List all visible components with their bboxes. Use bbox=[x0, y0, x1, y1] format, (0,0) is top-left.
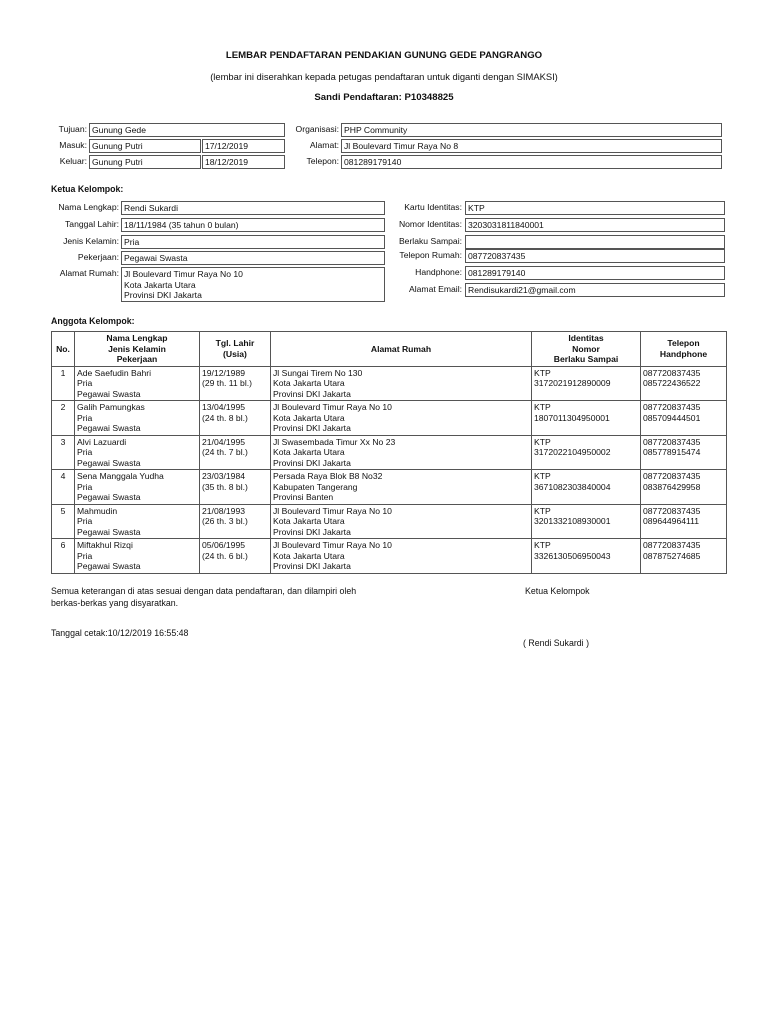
row-alamat-line: Kota Jakarta Utara bbox=[273, 550, 345, 561]
header-identitas-line: Identitas bbox=[568, 333, 604, 343]
row-lahir bbox=[200, 539, 271, 574]
row-no-line: 4 bbox=[60, 471, 66, 481]
row-alamat-line: Jl Boulevard Timur Raya No 10 bbox=[273, 402, 392, 412]
row-identitas-line: 1807011304950001 bbox=[534, 412, 610, 423]
keluar-date-field: 18/12/2019 bbox=[202, 155, 285, 169]
header-nama-line: Pekerjaan bbox=[116, 354, 158, 364]
row-no bbox=[52, 366, 75, 401]
leader-berlaku-field bbox=[465, 235, 725, 249]
row-lahir bbox=[200, 470, 271, 505]
alamat-field: Jl Boulevard Timur Raya No 8 bbox=[341, 139, 722, 153]
leader-nomor-label: Nomor Identitas: bbox=[398, 219, 462, 229]
row-nama-line: Sena Manggala Yudha bbox=[77, 471, 164, 481]
row-nama-line: Pria bbox=[77, 481, 93, 492]
row-no bbox=[52, 539, 75, 574]
header-telepon-line: Handphone bbox=[659, 348, 708, 359]
row-alamat-line: Provinsi DKI Jakarta bbox=[273, 526, 351, 537]
row-no bbox=[52, 401, 75, 436]
row-alamat-line: Kota Jakarta Utara bbox=[273, 378, 345, 388]
row-identitas bbox=[532, 401, 641, 436]
row-nama bbox=[75, 470, 200, 505]
row-nama-line: Pegawai Swasta bbox=[77, 423, 141, 433]
leader-jk-field: Pria bbox=[121, 235, 385, 249]
row-telepon-line: 085709444501 bbox=[643, 412, 701, 423]
masuk-label: Masuk: bbox=[59, 140, 87, 150]
row-identitas bbox=[532, 539, 641, 574]
keluar-gate-field: Gunung Putri bbox=[89, 155, 201, 169]
leader-telp-rumah-field: 087720837435 bbox=[465, 249, 725, 263]
header-identitas-line: Nomor bbox=[572, 343, 600, 354]
table-row bbox=[52, 435, 727, 470]
leader-alamat-label: Alamat Rumah: bbox=[59, 268, 119, 278]
row-alamat-line: Kota Jakarta Utara bbox=[273, 412, 345, 423]
row-nama-line: Pria bbox=[77, 516, 93, 526]
row-nama-line: Pegawai Swasta bbox=[77, 526, 141, 537]
row-identitas-line: 3172022104950002 bbox=[534, 447, 611, 457]
header-lahir-line: (Usia) bbox=[223, 348, 247, 359]
row-lahir-line: 21/08/1993 bbox=[202, 505, 246, 516]
row-alamat-line: Persada Raya Blok B8 No32 bbox=[273, 471, 383, 481]
row-alamat-line: Kabupaten Tangerang bbox=[273, 481, 358, 492]
row-nama bbox=[75, 504, 200, 539]
row-alamat bbox=[271, 539, 532, 574]
telepon-label: Telepon: bbox=[306, 156, 339, 166]
row-nama-line: Pegawai Swasta bbox=[77, 388, 141, 399]
statement-line-1: Semua keterangan di atas sesuai dengan data pendaftaran, dan dilampiri oleh bbox=[51, 586, 357, 596]
leader-hp-label: Handphone: bbox=[415, 267, 462, 277]
leader-berlaku-label: Berlaku Sampai: bbox=[398, 236, 462, 246]
row-nama-line: Pria bbox=[77, 412, 93, 423]
masuk-date-field: 17/12/2019 bbox=[202, 139, 285, 153]
row-lahir bbox=[200, 435, 271, 470]
row-lahir-line: (24 th. 6 bl.) bbox=[202, 550, 248, 561]
leader-alamat-line: Kota Jakarta Utara bbox=[124, 279, 196, 290]
members-table bbox=[51, 331, 727, 574]
row-alamat-line: Provinsi Banten bbox=[273, 492, 334, 502]
leader-alamat-line: Provinsi DKI Jakarta bbox=[124, 290, 202, 300]
row-telepon bbox=[641, 366, 727, 401]
row-no-line: 1 bbox=[60, 367, 66, 378]
alamat-label: Alamat: bbox=[309, 140, 339, 150]
row-lahir-line: (29 th. 11 bl.) bbox=[202, 378, 252, 388]
leader-kartu-label: Kartu Identitas: bbox=[404, 202, 462, 212]
row-telepon bbox=[641, 401, 727, 436]
row-lahir-line: 19/12/1989 bbox=[202, 367, 246, 378]
row-nama-line: Galih Pamungkas bbox=[77, 402, 145, 412]
row-alamat bbox=[271, 401, 532, 436]
row-alamat-line: Provinsi DKI Jakarta bbox=[273, 457, 351, 468]
leader-jk-label: Jenis Kelamin: bbox=[63, 236, 119, 246]
row-lahir-line: 23/03/1984 bbox=[202, 471, 246, 481]
row-lahir bbox=[200, 401, 271, 436]
header-telepon bbox=[641, 332, 727, 367]
members-section-title: Anggota Kelompok: bbox=[51, 316, 135, 326]
leader-nama-field: Rendi Sukardi bbox=[121, 201, 385, 215]
row-nama bbox=[75, 539, 200, 574]
row-identitas bbox=[532, 504, 641, 539]
row-no-line: 5 bbox=[60, 505, 66, 516]
row-lahir-line: 21/04/1995 bbox=[202, 436, 246, 447]
row-alamat-line: Kota Jakarta Utara bbox=[273, 447, 345, 457]
leader-alamat-line: Jl Boulevard Timur Raya No 10 bbox=[124, 269, 243, 279]
row-alamat bbox=[271, 366, 532, 401]
row-lahir-line: 05/06/1995 bbox=[202, 540, 246, 550]
row-no bbox=[52, 470, 75, 505]
table-row bbox=[52, 366, 727, 401]
header-identitas bbox=[532, 332, 641, 367]
tujuan-field: Gunung Gede bbox=[89, 123, 285, 137]
row-nama-line: Mahmudin bbox=[77, 505, 118, 516]
row-nama bbox=[75, 435, 200, 470]
row-identitas-line: KTP bbox=[534, 367, 551, 378]
row-nama-line: Pria bbox=[77, 550, 93, 561]
row-telepon bbox=[641, 504, 727, 539]
row-alamat-line: Jl Boulevard Timur Raya No 10 bbox=[273, 540, 392, 550]
leader-pekerjaan-label: Pekerjaan: bbox=[77, 252, 119, 262]
leader-email-label: Alamat Email: bbox=[408, 284, 462, 294]
row-no-line: 2 bbox=[60, 402, 66, 412]
header-identitas-line: Berlaku Sampai bbox=[553, 354, 619, 364]
row-identitas-line: KTP bbox=[534, 436, 551, 447]
row-alamat-line: Provinsi DKI Jakarta bbox=[273, 423, 351, 433]
row-lahir-line: 13/04/1995 bbox=[202, 402, 246, 412]
members-header-row bbox=[52, 332, 727, 367]
organisasi-label: Organisasi: bbox=[295, 124, 339, 134]
registration-code: Sandi Pendaftaran: P10348825 bbox=[314, 92, 454, 103]
table-row bbox=[52, 539, 727, 574]
leader-section-title: Ketua Kelompok: bbox=[51, 184, 124, 194]
leader-alamat-field bbox=[121, 267, 385, 302]
masuk-gate-field: Gunung Putri bbox=[89, 139, 201, 153]
row-telepon-line: 087720837435 bbox=[643, 402, 701, 412]
row-telepon-line: 087720837435 bbox=[643, 471, 701, 481]
row-nama-line: Pegawai Swasta bbox=[77, 561, 141, 571]
row-telepon-line: 087720837435 bbox=[643, 436, 701, 447]
row-nama-line: Pegawai Swasta bbox=[77, 457, 141, 468]
row-telepon bbox=[641, 470, 727, 505]
header-telepon-line: Telepon bbox=[667, 338, 700, 349]
row-alamat-line: Provinsi DKI Jakarta bbox=[273, 561, 351, 571]
row-no-line: 6 bbox=[60, 540, 66, 550]
row-nama-line: Pegawai Swasta bbox=[77, 492, 141, 502]
row-telepon-line: 087720837435 bbox=[643, 540, 701, 550]
row-alamat-line: Jl Swasembada Timur Xx No 23 bbox=[273, 436, 396, 447]
row-nama-line: Ade Saefudin Bahri bbox=[77, 367, 152, 378]
row-identitas-line: 3326130506950043 bbox=[534, 550, 611, 561]
row-telepon-line: 085722436522 bbox=[643, 378, 701, 388]
row-identitas-line: KTP bbox=[534, 471, 551, 481]
header-nama-line: Nama Lengkap bbox=[106, 333, 168, 343]
row-alamat bbox=[271, 470, 532, 505]
row-alamat-line: Jl Sungai Tirem No 130 bbox=[273, 367, 363, 378]
header-lahir bbox=[200, 332, 271, 367]
leader-lahir-label: Tanggal Lahir: bbox=[65, 219, 119, 229]
row-identitas-line: KTP bbox=[534, 505, 551, 516]
leader-lahir-field: 18/11/1984 (35 tahun 0 bulan) bbox=[121, 218, 385, 232]
row-identitas-line: 3671082303840004 bbox=[534, 481, 611, 492]
row-telepon bbox=[641, 435, 727, 470]
table-row bbox=[52, 401, 727, 436]
header-alamat: Alamat Rumah bbox=[271, 332, 532, 367]
row-telepon-line: 087875274685 bbox=[643, 550, 701, 561]
leader-pekerjaan-field: Pegawai Swasta bbox=[121, 251, 385, 265]
ketua-label: Ketua Kelompok bbox=[525, 586, 590, 596]
row-telepon-line: 085778915474 bbox=[643, 447, 701, 457]
row-nama-line: Miftakhul Rizqi bbox=[77, 540, 133, 550]
row-lahir bbox=[200, 366, 271, 401]
row-lahir-line: (26 th. 3 bl.) bbox=[202, 516, 248, 526]
header-nama bbox=[75, 332, 200, 367]
table-row bbox=[52, 470, 727, 505]
document-subtitle: (lembar ini diserahkan kepada petugas pendaftaran untuk diganti dengan SIMAKSI) bbox=[210, 71, 558, 82]
header-nama-line: Jenis Kelamin bbox=[108, 343, 166, 354]
keluar-label: Keluar: bbox=[59, 156, 87, 166]
leader-signature-name: ( Rendi Sukardi ) bbox=[523, 638, 590, 648]
row-telepon-line: 089644964111 bbox=[643, 516, 700, 526]
row-lahir bbox=[200, 504, 271, 539]
organisasi-field: PHP Community bbox=[341, 123, 722, 137]
statement-line-2: berkas-berkas yang disyaratkan. bbox=[51, 598, 179, 608]
row-identitas bbox=[532, 470, 641, 505]
row-telepon-line: 087720837435 bbox=[643, 505, 701, 516]
row-no-line: 3 bbox=[60, 436, 66, 447]
row-telepon-line: 087720837435 bbox=[643, 367, 701, 378]
row-nama bbox=[75, 401, 200, 436]
telepon-field: 081289179140 bbox=[341, 155, 722, 169]
row-alamat-line: Provinsi DKI Jakarta bbox=[273, 388, 351, 399]
row-no bbox=[52, 435, 75, 470]
row-nama-line: Pria bbox=[77, 447, 93, 457]
leader-hp-field: 081289179140 bbox=[465, 266, 725, 280]
row-lahir-line: (24 th. 7 bl.) bbox=[202, 447, 248, 457]
row-alamat bbox=[271, 504, 532, 539]
row-identitas-line: KTP bbox=[534, 540, 551, 550]
tujuan-label: Tujuan: bbox=[58, 124, 87, 134]
table-row bbox=[52, 504, 727, 539]
leader-nama-label: Nama Lengkap: bbox=[58, 202, 119, 212]
leader-telp-rumah-label: Telepon Rumah: bbox=[399, 250, 462, 260]
row-identitas-line: 3201332108930001 bbox=[534, 516, 611, 526]
row-no bbox=[52, 504, 75, 539]
row-identitas bbox=[532, 366, 641, 401]
print-date: Tanggal cetak:10/12/2019 16:55:48 bbox=[51, 628, 189, 638]
row-nama-line: Alvi Lazuardi bbox=[77, 436, 127, 447]
document-title: LEMBAR PENDAFTARAN PENDAKIAN GUNUNG GEDE PANGRANGO bbox=[225, 50, 543, 61]
row-lahir-line: (24 th. 8 bl.) bbox=[202, 412, 248, 423]
leader-email-field: Rendisukardi21@gmail.com bbox=[465, 283, 725, 297]
header-lahir-line: Tgl. Lahir bbox=[215, 338, 255, 349]
row-nama bbox=[75, 366, 200, 401]
row-alamat-line: Kota Jakarta Utara bbox=[273, 516, 345, 526]
row-alamat bbox=[271, 435, 532, 470]
row-identitas bbox=[532, 435, 641, 470]
row-identitas-line: 3172021912890009 bbox=[534, 378, 611, 388]
row-lahir-line: (35 th. 8 bl.) bbox=[202, 481, 248, 492]
header-no: No. bbox=[52, 332, 75, 367]
row-telepon-line: 083876429958 bbox=[643, 481, 701, 492]
row-nama-line: Pria bbox=[77, 378, 93, 388]
row-identitas-line: KTP bbox=[534, 402, 551, 412]
leader-kartu-field: KTP bbox=[465, 201, 725, 215]
row-alamat-line: Jl Boulevard Timur Raya No 10 bbox=[273, 505, 392, 516]
row-telepon bbox=[641, 539, 727, 574]
leader-nomor-field: 3203031811840001 bbox=[465, 218, 725, 232]
